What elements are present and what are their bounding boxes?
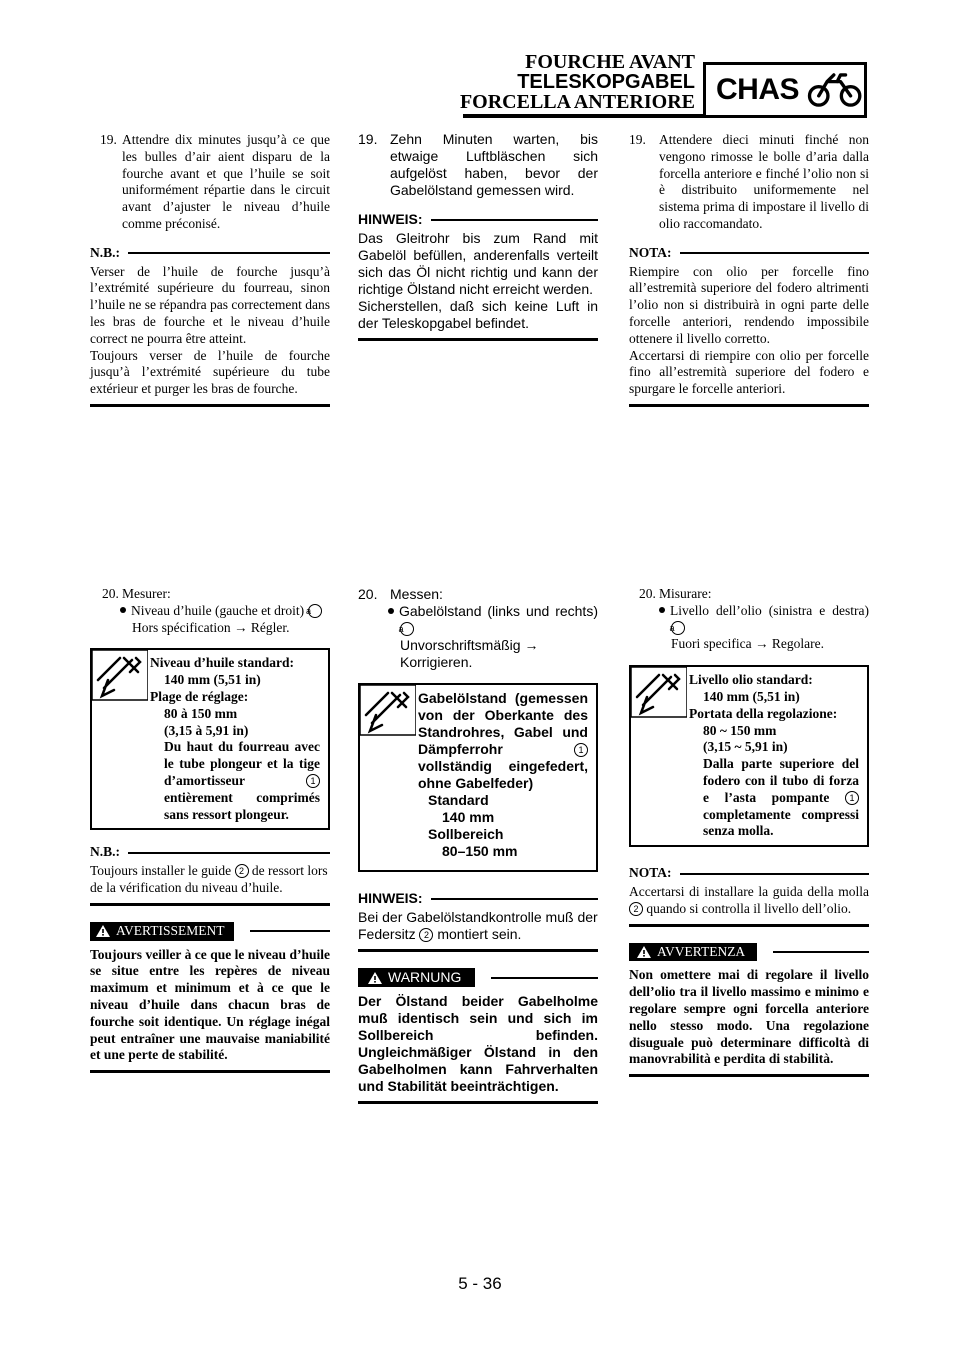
bullet-icon: [120, 607, 126, 613]
ref-marker-1: 1: [306, 774, 320, 788]
ref-marker-2: 2: [629, 902, 643, 916]
step-text: Attendre dix minutes jusqu’à ce que les bulles d’air aient disparu de la fourche avant et que l’huile se soit uniformément répartie dans le circuit avant d’ajuster le niveau d’huile comme préconisé.: [122, 132, 330, 231]
header-title-it: FORCELLA ANTERIORE: [459, 91, 695, 113]
spec-line: Livello olio standard:: [689, 672, 813, 688]
fr-step20-action: Hors spécification → Régler.: [132, 619, 290, 635]
note-text: Bei der Gabelölstandkontrolle muß der Federsitz: [358, 909, 598, 942]
it-step19-section: [629, 132, 869, 407]
de-note2-text: [358, 909, 598, 943]
warning-label: AVERTISSEMENT: [116, 922, 225, 938]
note-text: montiert sein.: [437, 926, 522, 942]
fr-note1-header: [90, 245, 330, 262]
note-end-rule: [90, 404, 330, 407]
bullet-text: Livello dell’olio (sinistra e destra): [670, 602, 869, 618]
de-spec-box: [358, 683, 598, 872]
note-text: Toujours installer le guide: [90, 863, 232, 879]
step-number: 19.: [629, 132, 646, 147]
spec-line: 80–150 mm: [442, 843, 518, 859]
de-note2-header: [358, 890, 598, 907]
it-step20-section: [629, 586, 869, 1077]
step-text: Zehn Minuten warten, bis etwaige Luftbläschen sich aufgelöst haben, bevor der Gabelölstand gemessen wird.: [390, 131, 598, 198]
warning-badge: [629, 943, 757, 962]
note-label: NOTA:: [629, 865, 672, 881]
it-note2-header: [629, 865, 869, 882]
step-number: 20.: [639, 586, 656, 601]
spec-line-text: vollständig eingefedert, ohne Gabelfeder): [418, 758, 588, 791]
de-warning-text: Der Ölstand beider Gabelholme muß identisch sein und sich im Sollbereich befinden. Ungleichmäßiger Ölstand in den Gabelholmen kann Fahrverhalten und Stabilität beeinträchtigen.: [358, 993, 598, 1094]
warning-icon: [368, 972, 382, 984]
spec-line: 80 ~ 150 mm: [703, 722, 777, 738]
fr-step19-section: [90, 132, 330, 407]
spec-line: 140 mm (5,51 in): [703, 688, 800, 704]
bullet-icon: [659, 607, 665, 613]
de-step19: [358, 131, 598, 199]
section-label: CHAS: [716, 73, 800, 106]
wrench-icon: [631, 667, 687, 845]
warning-end-rule: [358, 1101, 598, 1104]
spec-line-text: entièrement comprimés sans ressort plongeur.: [164, 789, 320, 822]
step-title: Misurare:: [659, 586, 712, 601]
warning-badge: [358, 968, 475, 987]
step-number: 20.: [102, 586, 119, 601]
it-note1-p1: Riempire con olio per forcelle fino all’estremità superiore del fodero altrimenti l’olio non si distribuirà in ogni parte delle forcelle anteriori, rendendo impossibile ottenere il livello corretto.: [629, 263, 869, 346]
de-note1-p1: Das Gleitrohr bis zum Rand mit Gabelöl befüllen, anderenfalls verteilt sich das Öl nicht richtig und kann der richtige Ölstand nicht erreicht werden.: [358, 230, 598, 297]
fr-spec-box: [90, 648, 330, 830]
spec-line: [150, 739, 320, 823]
spec-line: 80 à 150 mm: [164, 705, 238, 721]
it-spec-box: [629, 665, 869, 847]
spec-text: [687, 667, 867, 845]
warning-end-rule: [629, 1074, 869, 1077]
fr-step20-section: [90, 586, 330, 1073]
fr-warning-header: [90, 922, 330, 941]
step-text: Attendere dieci minuti finché non vengono rimosse le bolle d’aria dalla forcella anteriore e finché l’olio non si è distribuito uniformemente nel sistema prima di impostare il livello di olio raccomandato.: [659, 132, 869, 231]
fr-note1-p1: Verser de l’huile de fourche jusqu’à l’extrémité supérieure du fourreau, sinon l’huile ne se répandra pas correctement dans les bras de fourche et le niveau d’huile correct ne pourra être atteint.: [90, 263, 330, 346]
bullet-text: Gabelölstand (links und rechts): [399, 603, 598, 619]
page-number: 5 - 36: [458, 1274, 502, 1293]
spec-line: (3,15 ~ 5,91 in): [703, 739, 788, 755]
section-badge: [703, 62, 867, 118]
bullet-icon: [388, 608, 394, 614]
note-label: N.B.:: [90, 244, 120, 260]
ref-marker-a: a: [400, 622, 414, 636]
note-label: HINWEIS:: [358, 211, 423, 227]
ref-marker-2: 2: [419, 928, 433, 942]
spec-line: Plage de réglage:: [150, 688, 249, 704]
warning-label: WARNUNG: [388, 969, 462, 985]
step-number: 19.: [100, 132, 117, 147]
spec-line: 140 mm: [442, 809, 495, 825]
note-label: HINWEIS:: [358, 890, 423, 906]
fr-note2-text: [90, 863, 330, 897]
warning-end-rule: [90, 1070, 330, 1073]
fr-step19: [90, 132, 330, 233]
de-step20-section: [358, 586, 598, 1104]
spec-line: 140 mm (5,51 in): [164, 672, 261, 688]
it-step20-bullet: [629, 603, 869, 637]
ref-marker-a: a: [308, 604, 322, 618]
de-warning-header: [358, 968, 598, 987]
note-text: quando si controlla il livello dell’olio.: [646, 900, 852, 916]
it-step20-action: Fuori specifica → Regolare.: [671, 636, 824, 652]
de-step20-action: Unvorschriftsmäßig → Korrigieren.: [400, 637, 539, 670]
it-note1-p2: Accertarsi di riempire con olio per forcelle fino all’estremità superiore del fodero e spurgare le forcelle anteriori.: [629, 347, 869, 397]
note-label: NOTA:: [629, 244, 672, 260]
spec-line: [689, 756, 859, 840]
fr-step20-title: [90, 586, 330, 603]
warning-label: AVVERTENZA: [657, 943, 746, 959]
note-text: de ressort lors de la vérification du niveau d’huile.: [90, 863, 328, 895]
warning-badge: [90, 922, 234, 941]
fr-warning-text: Toujours veiller à ce que le niveau d’huile se situe entre les repères de niveau maximum et minimum et à ce que le niveau d’huile dans chacun bras de fourche soit identique. Un réglage inégal peut entraîner une mauvaise maniabilité et une perte de stabilité.: [90, 946, 330, 1063]
fr-step20-bullet: [90, 603, 330, 620]
it-note1-header: [629, 245, 869, 262]
de-step20-title: [358, 586, 598, 603]
spec-line: Standard: [428, 792, 489, 808]
wrench-icon: [92, 650, 148, 828]
wrench-icon: [360, 685, 416, 870]
fr-note2-header: [90, 844, 330, 861]
de-step20-bullet: [358, 603, 598, 637]
ref-marker-1: 1: [574, 743, 588, 757]
it-step20-title: [629, 586, 869, 603]
ref-marker-a: a: [671, 621, 685, 635]
spec-line-text: completamente compressi senza molla.: [703, 806, 859, 839]
de-note1-header: [358, 211, 598, 228]
note-end-rule: [629, 404, 869, 407]
ref-marker-2: 2: [235, 864, 249, 878]
note-text: Accertarsi di installare la guida della molla: [629, 883, 869, 899]
motorcycle-icon: [807, 68, 864, 112]
note-end-rule: [629, 924, 869, 927]
warning-icon: [96, 925, 110, 937]
spec-text: [416, 685, 596, 870]
spec-text: [148, 650, 328, 828]
spec-line-text: Gabelölstand (gemessen von der Oberkante des Standrohres, Gabel und Dämpferrohr: [418, 690, 588, 757]
note-end-rule: [90, 903, 330, 906]
note-label: N.B.:: [90, 844, 120, 860]
de-step19-section: [358, 131, 598, 341]
it-step19: [629, 132, 869, 233]
ref-marker-1: 1: [845, 791, 859, 805]
spec-line: Niveau d’huile standard:: [150, 655, 295, 671]
note-end-rule: [358, 949, 598, 952]
header-title-fr: FOURCHE AVANT: [525, 51, 695, 73]
header-rule: [463, 114, 703, 118]
it-note2-text: [629, 884, 869, 918]
spec-line: (3,15 à 5,91 in): [164, 722, 249, 738]
spec-line-text: Dalla parte superiore del fodero con il tubo di forza e l’asta pompante: [703, 756, 859, 805]
step-number: 19.: [358, 131, 378, 147]
step-title: Messen:: [390, 586, 443, 602]
step-title: Mesurer:: [122, 586, 171, 601]
warning-icon: [637, 946, 651, 958]
it-warning-text: Non omettere mai di regolare il livello dell’olio tra il livello massimo e minimo e regolare sempre ogni forcella anteriore nello stesso modo. Una regolazione disuguale può determinare difficoltà di manovrabilità e perdita di stabilità.: [629, 967, 869, 1067]
de-note1-p2: Sicherstellen, daß sich keine Luft in der Teleskopgabel befindet.: [358, 298, 598, 331]
step-number: 20.: [358, 586, 378, 602]
fr-note1-p2: Toujours verser de l’huile de fourche jusqu’à l’extrémité supérieure du tube extérieur et purger les bras de fourche.: [90, 347, 330, 397]
spec-line-text: Du haut du fourreau avec le tube plongeur et la tige d’amortisseur: [164, 739, 320, 788]
bullet-text: Niveau d’huile (gauche et droit): [131, 602, 305, 618]
spec-line: [418, 690, 588, 792]
spec-line: Sollbereich: [428, 826, 504, 842]
header-title-de: TELESKOPGABEL: [517, 71, 695, 93]
note-end-rule: [358, 338, 598, 341]
it-warning-header: [629, 943, 869, 962]
spec-line: Portata della regolazione:: [689, 705, 838, 721]
